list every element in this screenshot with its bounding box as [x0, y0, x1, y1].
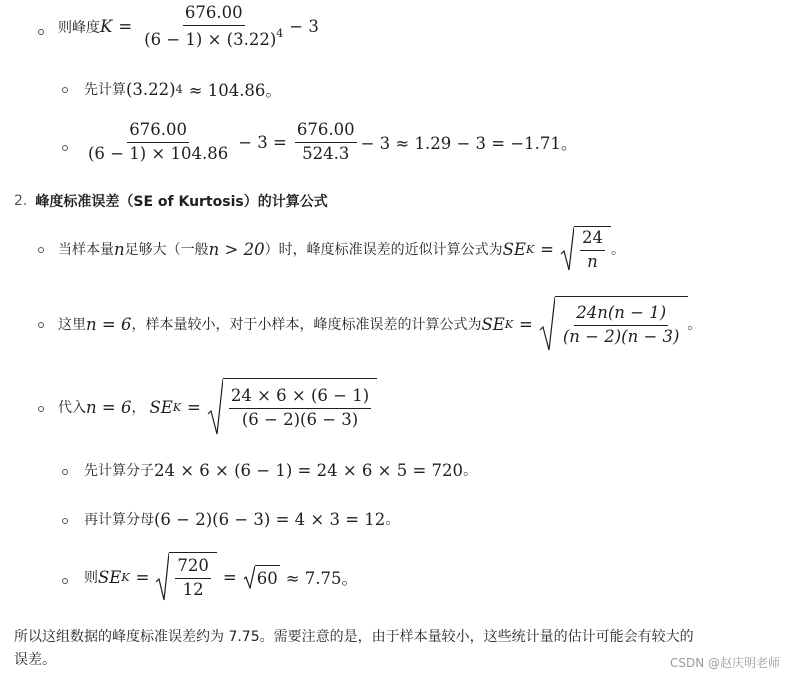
tail: 。: [610, 242, 625, 258]
fraction: [295, 121, 357, 164]
large-n-line: [58, 226, 625, 272]
subscript: K: [504, 317, 514, 331]
denominator-base: (6 − 1) × (3.22): [144, 29, 277, 49]
text: ，样本量较小，对于小样本，峰度标准误差的计算公式为: [131, 317, 482, 333]
tail: 。: [687, 317, 702, 333]
exponent: 4: [276, 26, 284, 40]
symbol-se: SE: [502, 239, 526, 259]
tail: ≈ 7.75。: [285, 569, 359, 588]
radical-sign-icon: [207, 378, 223, 436]
bullet: [62, 469, 68, 475]
final-line: [84, 552, 358, 602]
text: 代入: [58, 400, 86, 416]
expression: (6 − 2)(6 − 3) = 4 × 3 = 12: [154, 509, 386, 529]
text: 足够大（一般: [124, 242, 209, 258]
first-compute-line: [84, 77, 282, 101]
bullet: [62, 87, 68, 93]
fraction: [561, 304, 682, 347]
tail: 。: [385, 512, 400, 528]
comma: ，: [131, 400, 146, 416]
small-n-line: [58, 296, 702, 352]
bullet: [38, 322, 44, 328]
numerator: 24: [580, 229, 605, 251]
denominator: (n − 2)(n − 3): [562, 327, 680, 346]
text: 再计算分母: [84, 512, 154, 528]
conclusion-line: 误差。: [14, 652, 56, 668]
expression: (3.22): [126, 79, 176, 99]
middle: − 3 =: [238, 132, 287, 152]
numerator: 676.00: [127, 121, 189, 143]
denominator: n: [587, 252, 598, 271]
exponent: 4: [175, 82, 183, 96]
symbol-se: SE: [98, 567, 122, 587]
numerator: 676.00: [183, 4, 245, 26]
numerator-line: [84, 460, 477, 480]
denominator: (6 − 1) × 104.86: [88, 143, 229, 163]
bullet: [38, 29, 44, 35]
condition: n = 6: [86, 397, 132, 417]
fraction: [580, 229, 605, 272]
bullet: [38, 247, 44, 253]
equals: =: [222, 567, 237, 587]
conclusion-line: 所以这组数据的峰度标准误差约为 7.75。需要注意的是，由于样本量较小，这些统计量的估计可能会有较大的: [14, 629, 694, 645]
tail: ≈ 104.86。: [188, 81, 282, 100]
sqrt: [155, 552, 217, 602]
substitute-line: [58, 378, 377, 436]
fraction: [229, 387, 371, 430]
subscript: K: [172, 400, 182, 414]
radical-sign-icon: [539, 296, 555, 352]
radical-sign-icon: [155, 552, 169, 602]
bullet: [62, 518, 68, 524]
symbol-k: K: [100, 17, 113, 37]
sqrt: [207, 378, 377, 436]
denominator: 12: [182, 580, 204, 599]
fraction: [86, 121, 230, 164]
text: 则峰度: [58, 19, 100, 36]
equals: =: [540, 239, 554, 259]
denominator-line: [84, 509, 399, 529]
radical-sign-icon: [560, 226, 574, 272]
text: 则: [84, 570, 98, 586]
numerator: 720: [175, 557, 211, 579]
equals: =: [187, 397, 201, 417]
text: 这里: [58, 317, 86, 333]
watermark: CSDN @赵庆明老师: [669, 656, 780, 670]
radical-sign-icon: [243, 565, 255, 589]
fraction-calc-line: [82, 121, 577, 164]
subscript: K: [121, 570, 130, 584]
equals: =: [135, 567, 150, 587]
equals: =: [519, 314, 533, 334]
text: 当样本量: [58, 242, 114, 258]
fraction: [142, 4, 285, 50]
bullet: [38, 406, 44, 412]
kurtosis-formula-line: [58, 4, 319, 50]
numerator: 24n(n − 1): [574, 304, 668, 326]
symbol-se: SE: [481, 314, 505, 334]
text: ）时，峰度标准误差的近似计算公式为: [264, 242, 503, 258]
denominator: (6 − 2)(6 − 3): [241, 410, 359, 429]
section-title: 峰度标准误差（SE of Kurtosis）的计算公式: [35, 194, 328, 210]
tail: 。: [463, 463, 478, 479]
subscript: K: [525, 242, 535, 256]
section-number: 2.: [14, 193, 28, 209]
expression: 24 × 6 × (6 − 1) = 24 × 6 × 5 = 720: [154, 460, 464, 480]
denominator: 524.3: [302, 143, 350, 163]
section-heading: [14, 191, 328, 211]
numerator: 24 × 6 × (6 − 1): [229, 387, 371, 409]
condition: n > 20: [208, 239, 265, 259]
sqrt: [539, 296, 688, 352]
numerator: 676.00: [295, 121, 357, 143]
denominator: [142, 26, 285, 50]
bullet: [62, 145, 68, 151]
equals: =: [118, 17, 133, 37]
condition: n = 6: [86, 314, 132, 334]
sqrt: [560, 226, 611, 272]
symbol-se: SE: [149, 397, 173, 417]
radicand: 60: [255, 565, 280, 589]
tail: − 3: [289, 17, 319, 37]
bullet: [62, 578, 68, 584]
tail: − 3 ≈ 1.29 − 3 = −1.71。: [360, 134, 578, 154]
fraction: [175, 557, 211, 600]
text: 先计算: [84, 82, 126, 98]
sqrt: [243, 565, 280, 589]
text: 先计算分子: [84, 463, 154, 479]
symbol-n: n: [114, 239, 125, 259]
